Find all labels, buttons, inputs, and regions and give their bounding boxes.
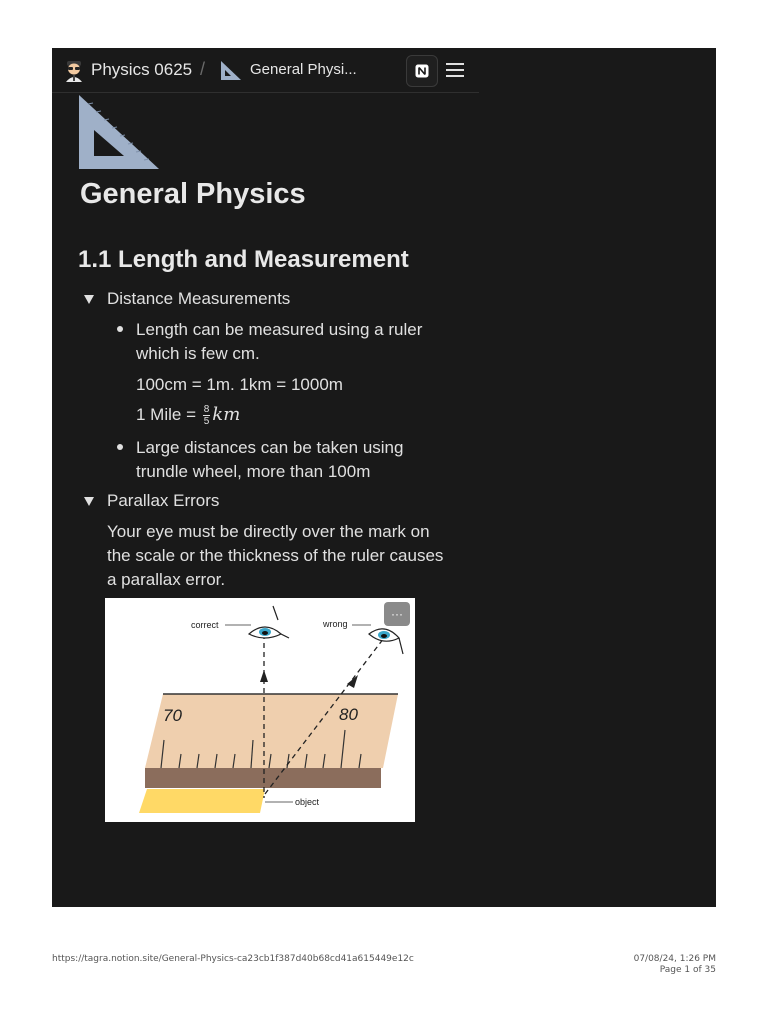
bullet-dot	[117, 444, 123, 450]
notion-logo-icon	[415, 64, 429, 78]
scale-label-80: 80	[339, 705, 358, 724]
notion-page	[52, 48, 716, 907]
toggle-triangle-icon[interactable]	[84, 295, 94, 304]
footer-info	[634, 954, 716, 976]
breadcrumb-separator: /	[200, 59, 206, 79]
breadcrumb-page[interactable]: General Physi...	[250, 61, 357, 78]
text-line: the scale or the thickness of the ruler causes	[107, 546, 444, 565]
toggle-label: Distance Measurements	[107, 289, 291, 308]
top-bar	[52, 48, 479, 93]
label-wrong: wrong	[323, 619, 348, 629]
list-item	[136, 436, 403, 484]
section-heading: 1.1 Length and Measurement	[78, 246, 409, 273]
label-correct: correct	[191, 620, 219, 630]
page-icon-triangle-ruler	[78, 94, 160, 170]
footer-pagination: Page 1 of 35	[659, 965, 716, 975]
text-line: a parallax error.	[107, 570, 226, 589]
mile-unit: km	[212, 404, 241, 425]
parallax-diagram-image[interactable]	[105, 598, 415, 822]
fraction	[203, 404, 211, 427]
paragraph-units: 100cm = 1m. 1km = 1000m	[136, 375, 343, 394]
toggle-label: Parallax Errors	[107, 491, 220, 510]
scientist-emoji-icon	[64, 60, 84, 82]
label-object: object	[295, 797, 320, 807]
list-item	[136, 318, 422, 366]
text-line: Your eye must be directly over the mark on	[107, 522, 430, 541]
mile-prefix: 1 Mile =	[136, 405, 201, 424]
toggle-parallax-errors[interactable]	[84, 491, 219, 511]
toggle-distance-measurements[interactable]	[84, 289, 290, 309]
paragraph-mile	[136, 403, 240, 427]
bullet-dot	[117, 326, 123, 332]
footer-datetime: 07/08/24, 1:26 PM	[633, 954, 716, 964]
paragraph-parallax	[107, 520, 443, 592]
text-line: which is few cm.	[136, 344, 260, 363]
fraction-denominator: 5	[203, 416, 210, 428]
fraction-numerator: 8	[203, 404, 210, 416]
text-line: Length can be measured using a ruler	[136, 320, 423, 339]
breadcrumb-workspace[interactable]: Physics 0625	[91, 60, 193, 79]
hamburger-menu-icon[interactable]	[444, 60, 466, 80]
text-line: Large distances can be taken using	[136, 438, 404, 457]
footer-url: https://tagra.notion.site/General-Physics-ca23cb1f387d40b68cd41a615449e12c	[52, 954, 414, 964]
eye-correct-icon	[249, 606, 289, 638]
more-options-icon: ···	[391, 607, 403, 621]
scale-label-70: 70	[163, 706, 182, 725]
toggle-triangle-icon[interactable]	[84, 497, 94, 506]
parallax-diagram	[105, 598, 415, 822]
notion-button[interactable]	[406, 55, 438, 87]
triangle-ruler-icon	[220, 60, 242, 81]
image-options-button[interactable]	[384, 602, 410, 626]
text-line: trundle wheel, more than 100m	[136, 462, 371, 481]
page-title: General Physics	[80, 178, 306, 210]
